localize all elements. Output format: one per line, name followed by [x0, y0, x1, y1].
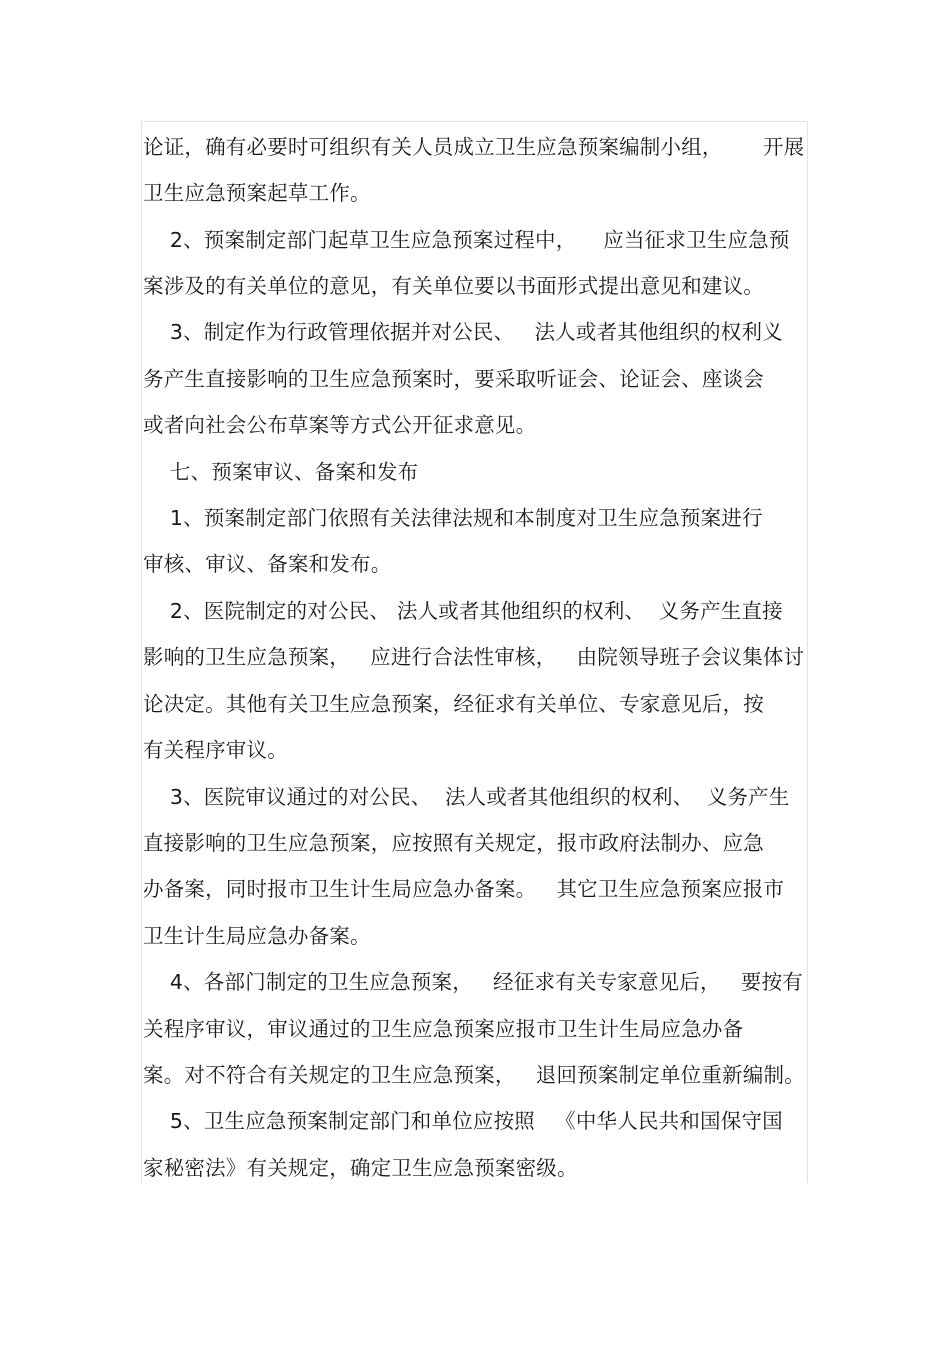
text-line: 办备案，同时报市卫生计生局应急办备案。 其它卫生应急预案应报市: [143, 877, 785, 901]
text-line: 论证，确有必要时可组织有关人员成立卫生应急预案编制小组， 开展: [143, 135, 805, 159]
text-line: 关程序审议，审议通过的卫生应急预案应报市卫生计生局应急办备: [143, 1017, 744, 1041]
text-line: 或者向社会公布草案等方式公开征求意见。: [143, 413, 537, 437]
text-line: 影响的卫生应急预案， 应进行合法性审核， 由院领导班子会议集体讨: [143, 645, 805, 669]
text-line: 审核、审议、备案和发布。: [143, 552, 392, 576]
text-line: 2、医院制定的对公民、 法人或者其他组织的权利、 义务产生直接: [143, 599, 783, 623]
text-line: 3、制定作为行政管理依据并对公民、 法人或者其他组织的权利义: [143, 320, 783, 344]
text-line: 1、预案制定部门依照有关法律法规和本制度对卫生应急预案进行: [143, 506, 763, 530]
text-line: 有关程序审议。: [143, 738, 288, 762]
text-line: 案。对不符合有关规定的卫生应急预案， 退回预案制定单位重新编制。: [143, 1063, 805, 1087]
text-line: 卫生计生局应急办备案。: [143, 924, 371, 948]
page-frame-left-border: [141, 121, 142, 1183]
section-heading: 七、预案审议、备案和发布: [143, 460, 419, 484]
text-line: 案涉及的有关单位的意见，有关单位要以书面形式提出意见和建议。: [143, 274, 764, 298]
page-frame-right-border: [807, 121, 808, 1183]
text-line: 直接影响的卫生应急预案，应按照有关规定，报市政府法制办、应急: [143, 831, 764, 855]
text-line: 5、卫生应急预案制定部门和单位应按照 《中华人民共和国保守国: [143, 1109, 783, 1133]
text-line: 4、各部门制定的卫生应急预案， 经征求有关专家意见后， 要按有: [143, 970, 804, 994]
text-line: 卫生应急预案起草工作。: [143, 181, 371, 205]
text-line: 2、预案制定部门起草卫生应急预案过程中， 应当征求卫生应急预: [143, 228, 790, 252]
page-frame-top-border: [141, 121, 808, 122]
text-line: 论决定。其他有关卫生应急预案，经征求有关单位、专家意见后，按: [143, 692, 764, 716]
text-line: 务产生直接影响的卫生应急预案时，要采取听证会、论证会、座谈会: [143, 367, 764, 391]
text-line: 3、医院审议通过的对公民、 法人或者其他组织的权利、 义务产生: [143, 785, 790, 809]
text-line: 家秘密法》有关规定，确定卫生应急预案密级。: [143, 1156, 578, 1180]
